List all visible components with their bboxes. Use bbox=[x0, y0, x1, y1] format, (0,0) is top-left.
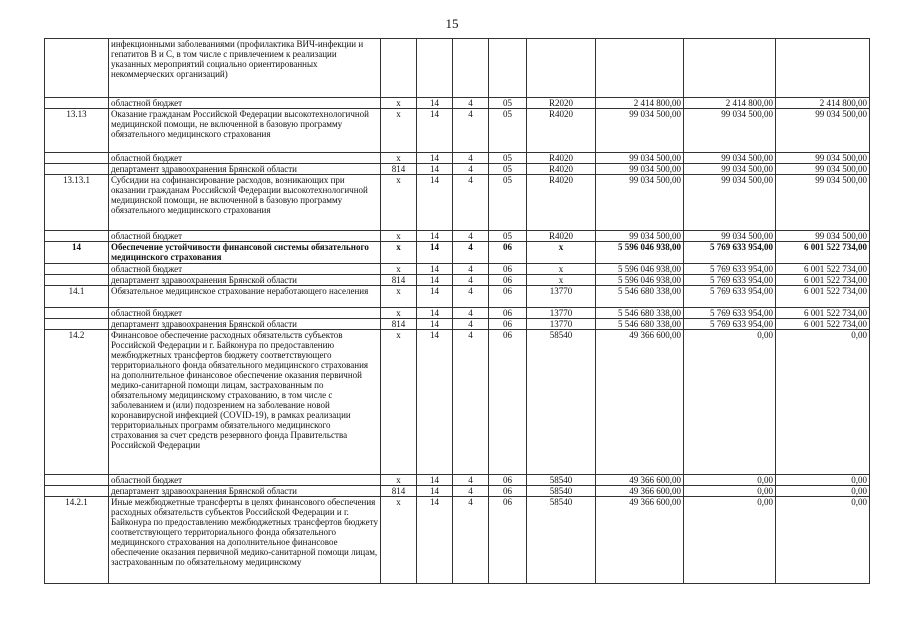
cell-cs: 05 bbox=[489, 109, 527, 153]
cell-value-3: 99 034 500,00 bbox=[776, 175, 870, 231]
cell-pr: 4 bbox=[453, 175, 489, 231]
cell-pr: 4 bbox=[453, 153, 489, 164]
cell-value-1: 2 414 800,00 bbox=[596, 98, 684, 109]
cell-pr: 4 bbox=[453, 486, 489, 497]
row-description: Субсидии на софинансирование расходов, возникающих при оказании гражданам Российской Федерации высокотехнологичной медицинской помощи, не включенной в базовую программу обязательного медицинского страхования bbox=[109, 175, 381, 231]
row-number bbox=[45, 308, 109, 319]
row-description: Обеспечение устойчивости финансовой системы обязательного медицинского страхования bbox=[109, 242, 381, 264]
row-number bbox=[45, 275, 109, 286]
cell-value-2: 99 034 500,00 bbox=[684, 175, 776, 231]
row-description: областной бюджет bbox=[109, 308, 381, 319]
cell-value-3: 6 001 522 734,00 bbox=[776, 242, 870, 264]
row-description: областной бюджет bbox=[109, 475, 381, 486]
cell-cs: 06 bbox=[489, 486, 527, 497]
cell-value-3: 99 034 500,00 bbox=[776, 164, 870, 175]
row-number: 13.13.1 bbox=[45, 175, 109, 231]
cell-rz: 14 bbox=[417, 153, 453, 164]
cell-pr: 4 bbox=[453, 109, 489, 153]
cell-value-1: 99 034 500,00 bbox=[596, 231, 684, 242]
cell-cs: 06 bbox=[489, 264, 527, 275]
table-row bbox=[45, 98, 870, 109]
cell-value-2: 99 034 500,00 bbox=[684, 231, 776, 242]
row-description: Иные межбюджетные трансферты в целях финансового обеспечения расходных обязательств субъектов Российской Федерации и г. Байконура по предоставлению межбюджетных трансфертов бюджету соответствующего территориального фонда обязательного медицинского страхования на дополнительное финансовое обеспечение оказания первичной медико-санитарной помощи лицам, застрахованным по обязательному медицинскому bbox=[109, 497, 381, 584]
cell-value-1: 99 034 500,00 bbox=[596, 153, 684, 164]
cell-rz: 14 bbox=[417, 330, 453, 475]
cell-cs: 05 bbox=[489, 231, 527, 242]
cell-grbs: х bbox=[381, 153, 417, 164]
cell-value-2: 5 769 633 954,00 bbox=[684, 319, 776, 330]
cell-value-1: 5 546 680 338,00 bbox=[596, 286, 684, 308]
cell-rz: 14 bbox=[417, 164, 453, 175]
cell-value-3: 6 001 522 734,00 bbox=[776, 286, 870, 308]
table-row bbox=[45, 497, 870, 584]
table-row bbox=[45, 231, 870, 242]
cell-rz: 14 bbox=[417, 242, 453, 264]
cell-value-2: 0,00 bbox=[684, 330, 776, 475]
cell-rz: 14 bbox=[417, 275, 453, 286]
row-number: 14.2.1 bbox=[45, 497, 109, 584]
table-row bbox=[45, 319, 870, 330]
row-number bbox=[45, 486, 109, 497]
cell-vr: 58540 bbox=[527, 475, 596, 486]
cell-grbs: х bbox=[381, 286, 417, 308]
row-description: Оказание гражданам Российской Федерации высокотехнологичной медицинской помощи, не включенной в базовую программу обязательного медицинского страхования bbox=[109, 109, 381, 153]
budget-table bbox=[44, 38, 870, 584]
cell-vr: 13770 bbox=[527, 319, 596, 330]
cell-grbs: х bbox=[381, 264, 417, 275]
cell-pr: 4 bbox=[453, 330, 489, 475]
table-row bbox=[45, 242, 870, 264]
cell-value-3: 99 034 500,00 bbox=[776, 231, 870, 242]
cell-value-1: 99 034 500,00 bbox=[596, 164, 684, 175]
cell-rz: 14 bbox=[417, 486, 453, 497]
cell-value-3: 99 034 500,00 bbox=[776, 153, 870, 164]
cell-cs: 06 bbox=[489, 497, 527, 584]
cell-cs: 06 bbox=[489, 330, 527, 475]
cell-rz: 14 bbox=[417, 497, 453, 584]
row-description: областной бюджет bbox=[109, 153, 381, 164]
row-description: инфекционными заболеваниями (профилактика ВИЧ-инфекции и гепатитов В и С, в том числе с привлечением к реализации указанных мероприятий социально ориентированных некоммерческих организаций) bbox=[109, 39, 381, 98]
cell-cs: 06 bbox=[489, 308, 527, 319]
cell-cs: 05 bbox=[489, 153, 527, 164]
cell-pr bbox=[453, 39, 489, 98]
cell-grbs: х bbox=[381, 242, 417, 264]
row-number bbox=[45, 475, 109, 486]
cell-vr: 13770 bbox=[527, 286, 596, 308]
cell-grbs: 814 bbox=[381, 319, 417, 330]
cell-value-1: 5 596 046 938,00 bbox=[596, 242, 684, 264]
cell-pr: 4 bbox=[453, 286, 489, 308]
cell-grbs: 814 bbox=[381, 275, 417, 286]
cell-value-2: 99 034 500,00 bbox=[684, 164, 776, 175]
table-body bbox=[45, 39, 870, 584]
cell-value-2: 5 769 633 954,00 bbox=[684, 308, 776, 319]
cell-pr: 4 bbox=[453, 275, 489, 286]
cell-rz: 14 bbox=[417, 286, 453, 308]
cell-value-1 bbox=[596, 39, 684, 98]
cell-value-2: 5 769 633 954,00 bbox=[684, 286, 776, 308]
cell-value-1: 99 034 500,00 bbox=[596, 109, 684, 153]
cell-pr: 4 bbox=[453, 497, 489, 584]
cell-rz: 14 bbox=[417, 231, 453, 242]
table-row bbox=[45, 475, 870, 486]
cell-value-2 bbox=[684, 39, 776, 98]
cell-value-1: 49 366 600,00 bbox=[596, 475, 684, 486]
cell-value-3 bbox=[776, 39, 870, 98]
row-number: 14.1 bbox=[45, 286, 109, 308]
cell-vr bbox=[527, 39, 596, 98]
cell-grbs bbox=[381, 39, 417, 98]
cell-cs: 06 bbox=[489, 475, 527, 486]
cell-pr: 4 bbox=[453, 98, 489, 109]
table-row bbox=[45, 39, 870, 98]
row-description: департамент здравоохранения Брянской области bbox=[109, 486, 381, 497]
cell-value-2: 0,00 bbox=[684, 497, 776, 584]
cell-grbs: х bbox=[381, 98, 417, 109]
table-row bbox=[45, 486, 870, 497]
cell-vr: R4020 bbox=[527, 164, 596, 175]
cell-cs: 05 bbox=[489, 98, 527, 109]
cell-value-2: 5 769 633 954,00 bbox=[684, 264, 776, 275]
cell-value-3: 6 001 522 734,00 bbox=[776, 319, 870, 330]
row-number bbox=[45, 164, 109, 175]
cell-rz: 14 bbox=[417, 264, 453, 275]
cell-vr: х bbox=[527, 264, 596, 275]
cell-rz: 14 bbox=[417, 319, 453, 330]
cell-value-2: 99 034 500,00 bbox=[684, 153, 776, 164]
table-row bbox=[45, 109, 870, 153]
row-number bbox=[45, 264, 109, 275]
cell-value-1: 5 596 046 938,00 bbox=[596, 264, 684, 275]
cell-pr: 4 bbox=[453, 475, 489, 486]
cell-rz: 14 bbox=[417, 175, 453, 231]
cell-vr: 13770 bbox=[527, 308, 596, 319]
cell-pr: 4 bbox=[453, 242, 489, 264]
row-description: Обязательное медицинское страхование неработающего населения bbox=[109, 286, 381, 308]
cell-pr: 4 bbox=[453, 164, 489, 175]
cell-cs: 05 bbox=[489, 175, 527, 231]
cell-grbs: х bbox=[381, 231, 417, 242]
cell-grbs: х bbox=[381, 109, 417, 153]
cell-cs: 06 bbox=[489, 275, 527, 286]
table-row bbox=[45, 330, 870, 475]
cell-vr: R2020 bbox=[527, 98, 596, 109]
cell-value-2: 5 769 633 954,00 bbox=[684, 275, 776, 286]
cell-value-3: 0,00 bbox=[776, 330, 870, 475]
table-row bbox=[45, 175, 870, 231]
row-description: областной бюджет bbox=[109, 231, 381, 242]
cell-grbs: х bbox=[381, 175, 417, 231]
cell-value-3: 6 001 522 734,00 bbox=[776, 275, 870, 286]
cell-value-1: 49 366 600,00 bbox=[596, 486, 684, 497]
row-number: 14.2 bbox=[45, 330, 109, 475]
row-number bbox=[45, 39, 109, 98]
cell-rz bbox=[417, 39, 453, 98]
table-row bbox=[45, 264, 870, 275]
table-row bbox=[45, 275, 870, 286]
cell-cs bbox=[489, 39, 527, 98]
row-number: 14 bbox=[45, 242, 109, 264]
cell-value-1: 49 366 600,00 bbox=[596, 330, 684, 475]
cell-pr: 4 bbox=[453, 319, 489, 330]
cell-value-3: 6 001 522 734,00 bbox=[776, 264, 870, 275]
cell-cs: 06 bbox=[489, 242, 527, 264]
row-number bbox=[45, 98, 109, 109]
cell-value-1: 5 546 680 338,00 bbox=[596, 308, 684, 319]
cell-value-2: 5 769 633 954,00 bbox=[684, 242, 776, 264]
cell-cs: 05 bbox=[489, 164, 527, 175]
cell-rz: 14 bbox=[417, 308, 453, 319]
cell-vr: R4020 bbox=[527, 153, 596, 164]
cell-value-2: 0,00 bbox=[684, 475, 776, 486]
table-row bbox=[45, 153, 870, 164]
cell-pr: 4 bbox=[453, 264, 489, 275]
cell-vr: R4020 bbox=[527, 175, 596, 231]
table-row bbox=[45, 286, 870, 308]
cell-vr: R4020 bbox=[527, 109, 596, 153]
cell-grbs: х bbox=[381, 475, 417, 486]
cell-value-3: 2 414 800,00 bbox=[776, 98, 870, 109]
cell-pr: 4 bbox=[453, 308, 489, 319]
cell-rz: 14 bbox=[417, 109, 453, 153]
cell-rz: 14 bbox=[417, 98, 453, 109]
cell-vr: 58540 bbox=[527, 497, 596, 584]
cell-pr: 4 bbox=[453, 231, 489, 242]
row-description: департамент здравоохранения Брянской области bbox=[109, 319, 381, 330]
row-number: 13.13 bbox=[45, 109, 109, 153]
row-description: Финансовое обеспечение расходных обязательств субъектов Российской Федерации и г. Байконура по предоставлению межбюджетных трансфертов бюджету соответствующего территориального фонда обязательного медицинского страхования на дополнительное финансовое обеспечение оказания первичной медико-санитарной помощи лицам, застрахованным по обязательному медицинскому страхованию, в том числе с заболеванием и (или) подозрением на заболевание новой коронавирусной инфекцией (COVID-19), в рамках реализации территориальных программ обязательного медицинского страхования за счет средств резервного фонда Правительства Российской Федерации bbox=[109, 330, 381, 475]
cell-rz: 14 bbox=[417, 475, 453, 486]
cell-value-2: 0,00 bbox=[684, 486, 776, 497]
row-description: областной бюджет bbox=[109, 98, 381, 109]
cell-cs: 06 bbox=[489, 286, 527, 308]
cell-vr: х bbox=[527, 242, 596, 264]
cell-value-1: 5 596 046 938,00 bbox=[596, 275, 684, 286]
cell-vr: х bbox=[527, 275, 596, 286]
cell-value-1: 99 034 500,00 bbox=[596, 175, 684, 231]
table-row bbox=[45, 164, 870, 175]
cell-value-3: 0,00 bbox=[776, 486, 870, 497]
cell-value-2: 99 034 500,00 bbox=[684, 109, 776, 153]
cell-value-1: 5 546 680 338,00 bbox=[596, 319, 684, 330]
cell-value-3: 99 034 500,00 bbox=[776, 109, 870, 153]
row-number bbox=[45, 319, 109, 330]
cell-cs: 06 bbox=[489, 319, 527, 330]
cell-grbs: х bbox=[381, 330, 417, 475]
cell-grbs: х bbox=[381, 308, 417, 319]
cell-value-3: 0,00 bbox=[776, 475, 870, 486]
row-description: департамент здравоохранения Брянской области bbox=[109, 164, 381, 175]
cell-value-3: 6 001 522 734,00 bbox=[776, 308, 870, 319]
cell-value-1: 49 366 600,00 bbox=[596, 497, 684, 584]
cell-vr: 58540 bbox=[527, 486, 596, 497]
cell-grbs: 814 bbox=[381, 164, 417, 175]
cell-vr: 58540 bbox=[527, 330, 596, 475]
cell-value-2: 2 414 800,00 bbox=[684, 98, 776, 109]
row-number bbox=[45, 231, 109, 242]
cell-vr: R4020 bbox=[527, 231, 596, 242]
row-description: областной бюджет bbox=[109, 264, 381, 275]
cell-grbs: 814 bbox=[381, 486, 417, 497]
table-row bbox=[45, 308, 870, 319]
row-description: департамент здравоохранения Брянской области bbox=[109, 275, 381, 286]
row-number bbox=[45, 153, 109, 164]
page-number: 15 bbox=[445, 16, 459, 31]
cell-grbs: х bbox=[381, 497, 417, 584]
cell-value-3: 0,00 bbox=[776, 497, 870, 584]
